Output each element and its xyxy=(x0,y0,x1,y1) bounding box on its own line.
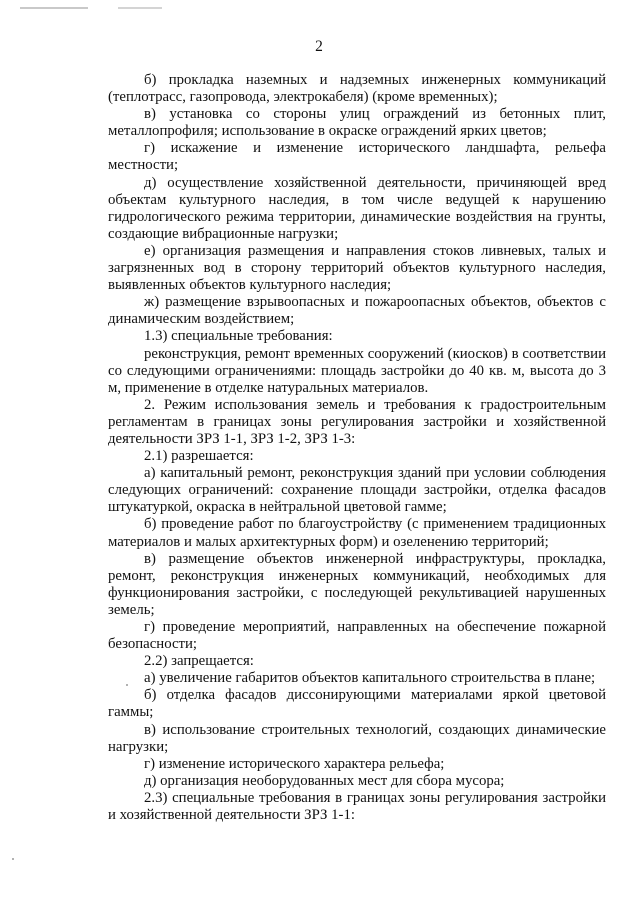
paragraph-2-2b: б) отделка фасадов диссонирующими материалами яркой цветовой гаммы; xyxy=(108,687,606,721)
paragraph-2-1v: в) размещение объектов инженерной инфраструктуры, прокладка, ремонт, реконструкция инженерных коммуникаций, необходимых для функционирования застройки, с последующей рекультивацией нарушенных земель; xyxy=(108,550,606,618)
paragraph-1-3-text: реконструкция, ремонт временных сооружений (киосков) в соответствии со следующими ограничениями: площадь застройки до 40 кв. м, высота до 3 м, применение в отделке натуральных материалов. xyxy=(108,345,606,396)
paragraph-2-1g: г) проведение мероприятий, направленных на обеспечение пожарной безопасности; xyxy=(108,619,606,653)
paragraph-1g: г) искажение и изменение исторического ландшафта, рельефа местности; xyxy=(108,140,606,174)
section-2-1-heading: 2.1) разрешается: xyxy=(144,448,254,465)
page-number: 2 xyxy=(315,38,323,55)
section-2-2-heading: 2.2) запрещается: xyxy=(144,653,254,670)
paragraph-1v: в) установка со стороны улиц ограждений из бетонных плит, металлопрофиля; использование в окраске ограждений ярких цветов; xyxy=(108,106,606,140)
paragraph-1zh: ж) размещение взрывоопасных и пожароопасных объектов, объектов с динамическим воздействием; xyxy=(108,294,606,328)
paragraph-1e: е) организация размещения и направления стоков ливневых, талых и загрязненных вод в сторону территорий объектов культурного наследия, выявленных объектов культурного наследия; xyxy=(108,242,606,294)
paragraph-2-1b: б) проведение работ по благоустройству (с применением традиционных материалов и малых архитектурных форм) и озеленению территорий; xyxy=(108,516,606,550)
paragraph-2-2v: в) использование строительных технологий, создающих динамические нагрузки; xyxy=(108,721,606,755)
section-2-3-heading: 2.3) специальные требования в границах зоны регулирования застройки и хозяйственной деятельности ЗРЗ 1-1: xyxy=(108,789,606,824)
section-1-3-heading: 1.3) специальные требования: xyxy=(144,328,333,345)
section-2-heading: 2. Режим использования земель и требования к градостроительным регламентам в границах зоны регулирования застройки и хозяйственной деятельности ЗРЗ 1-1, ЗРЗ 1-2, ЗРЗ 1-3: xyxy=(108,396,606,447)
paragraph-2-2a: а) увеличение габаритов объектов капитального строительства в плане; xyxy=(144,670,596,687)
paragraph-1d: д) осуществление хозяйственной деятельности, причиняющей вред объектам культурного наследия, в том числе ведущей к нарушению гидрологического режима территории, динамические воздействия на грунты, создающие вибрационные нагрузки; xyxy=(108,174,606,242)
document-body xyxy=(108,72,606,824)
scan-artifact xyxy=(20,7,88,9)
scan-artifact xyxy=(12,858,14,860)
paragraph-1b: б) прокладка наземных и надземных инженерных коммуникаций (теплотрасс, газопровода, электрокабеля) (кроме временных); xyxy=(108,72,606,106)
paragraph-2-1a: а) капитальный ремонт, реконструкция зданий при условии соблюдения следующих ограничений: сохранение площади застройки, отделка фасадов штукатуркой, окраска в нейтральной цветовой гамме; xyxy=(108,465,606,516)
paragraph-2-2d: д) организация необорудованных мест для сбора мусора; xyxy=(144,772,505,789)
scan-artifact xyxy=(118,7,162,9)
paragraph-2-2g: г) изменение исторического характера рельефа; xyxy=(144,755,445,772)
